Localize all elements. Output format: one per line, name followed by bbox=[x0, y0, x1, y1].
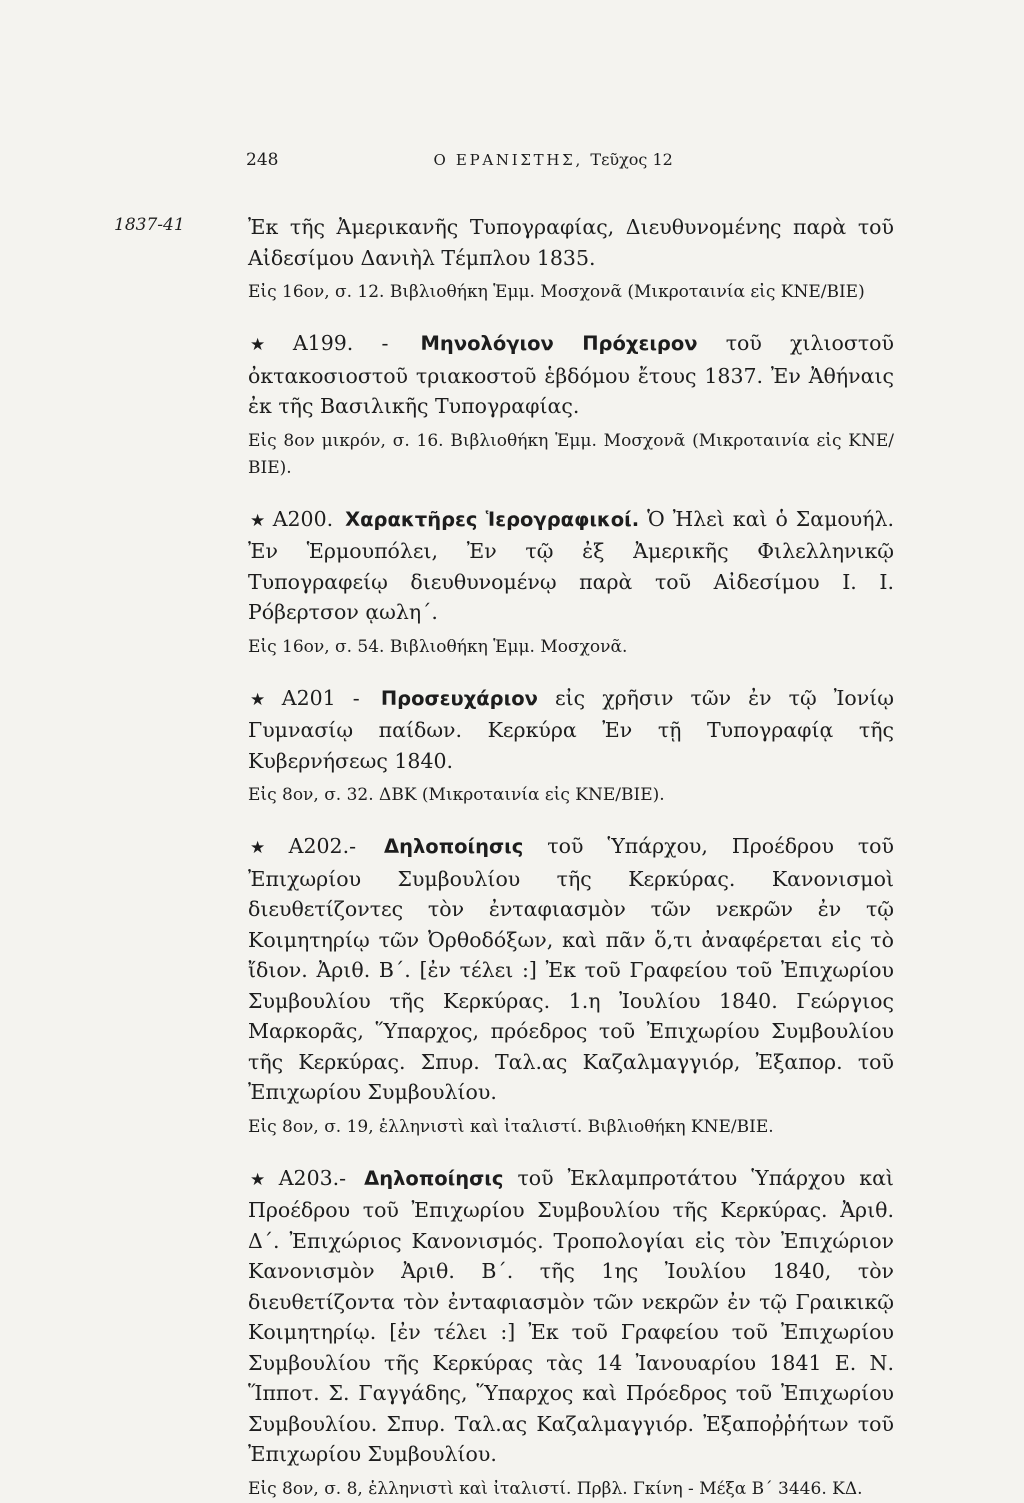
entry-id: Α201 - bbox=[281, 685, 360, 710]
running-head bbox=[433, 150, 672, 169]
entry-title: Χαρακτῆρες Ἱερογραφικοί. bbox=[345, 507, 640, 531]
entry-id: Α199. - bbox=[292, 331, 389, 355]
entry-title: Δηλοποίησις bbox=[364, 1166, 504, 1190]
entry-body bbox=[248, 1163, 894, 1470]
entry-note: Εἰς 8ον, σ. 32. ΔΒΚ (Μικροταινία εἰς ΚΝΕ/ΒΙΕ). bbox=[248, 785, 665, 805]
entry-note: Εἰς 16ον, σ. 12. Βιβλιοθήκη Ἑμμ. Μοσχονᾶ (Μικροταινία εἰς ΚΝΕ/ΒΙΕ) bbox=[248, 282, 865, 302]
margin-year: 1837-41 bbox=[114, 215, 185, 235]
entry-text: Ὁ Ἠλεὶ καὶ ὁ Σαμουήλ. Ἐν Ἑρμουπόλει, Ἐν τῷ ἐξ Ἀμερικῆς Φιλελληνικῷ Τυπογραφείῳ διευθυνομένῳ παρὰ τοῦ Αἰδεσίμου Ι. Ι. Ρόβερτσον ᾳωλη΄. bbox=[248, 506, 894, 624]
star-icon: ★ bbox=[250, 838, 283, 858]
entry-note: Εἰς 16ον, σ. 54. Βιβλιοθήκη Ἑμμ. Μοσχονᾶ. bbox=[248, 636, 628, 657]
entry-body bbox=[248, 328, 894, 422]
entry-body bbox=[248, 504, 894, 628]
journal-title: Ο ΕΡΑΝΙΣΤΗΣ, bbox=[433, 151, 583, 169]
entry-body bbox=[248, 683, 894, 777]
entry-body bbox=[248, 831, 894, 1108]
entry-note: Εἰς 8ον, σ. 19, ἑλληνιστὶ καὶ ἰταλιστί. Βιβλιοθήκη ΚΝΕ/ΒΙΕ. bbox=[248, 1116, 774, 1137]
entry-text: τοῦ χιλιοστοῦ ὀκτακοσιοστοῦ τριακοστοῦ ἑβδόμου ἔτους 1837. Ἐν Ἀθήναις ἐκ τῆς Βασιλικῆς Τυπογραφίας. bbox=[248, 331, 894, 418]
entry-text: εἰς χρῆσιν τῶν ἐν τῷ Ἰονίῳ Γυμνασίῳ παίδων. Κερκύρα Ἐν τῇ Τυπογραφίᾳ τῆς Κυβερνήσεως 1840. bbox=[248, 685, 894, 773]
list-item bbox=[114, 212, 894, 306]
list-item bbox=[248, 1163, 894, 1503]
list-item bbox=[248, 683, 894, 810]
entry-note: Εἰς 8ον μικρόν, σ. 16. Βιβλιοθήκη Ἑμμ. Μοσχονᾶ (Μικροταινία εἰς ΚΝΕ/ΒΙΕ). bbox=[248, 430, 894, 478]
star-icon: ★ bbox=[250, 335, 287, 355]
page-number: 248 bbox=[246, 150, 279, 170]
entry-body bbox=[248, 212, 894, 273]
list-item bbox=[248, 328, 894, 482]
entry-title: Προσευχάριον bbox=[380, 686, 538, 710]
bibliography-list bbox=[114, 212, 894, 1503]
entry-note: Εἰς 8ον, σ. 8, ἑλληνιστὶ καὶ ἰταλιστί. Πρβλ. Γκίνη - Μέξα Β΄ 3446. ΚΔ. bbox=[248, 1478, 863, 1499]
entry-title: Μηνολόγιον Πρόχειρον bbox=[420, 332, 698, 355]
issue-number: Τεῦχος 12 bbox=[590, 150, 673, 169]
list-item bbox=[248, 831, 894, 1141]
page-header bbox=[246, 150, 914, 170]
star-icon: ★ bbox=[250, 510, 267, 531]
entry-title: Δηλοποίησις bbox=[383, 835, 524, 858]
entry-id: Α202.- bbox=[288, 834, 357, 858]
star-icon: ★ bbox=[250, 689, 276, 710]
star-icon: ★ bbox=[250, 1169, 273, 1190]
list-item bbox=[248, 504, 894, 661]
entry-text: Ἐκ τῆς Ἀμερικανῆς Τυπογραφίας, Διευθυνομένης παρὰ τοῦ Αἰδεσίμου Δανιὴλ Τέμπλου 1835. bbox=[248, 215, 894, 270]
entry-text: τοῦ Ὑπάρχου, Προέδρου τοῦ Ἐπιχωρίου Συμβουλίου τῆς Κερκύρας. Κανονισμοὶ διευθετίζοντες τὸν ἐνταφιασμὸν τῶν νεκρῶν ἐν τῷ Κοιμητηρίῳ τῶν Ὀρθοδόξων, καὶ πᾶν ὅ,τι ἀναφέρεται εἰς τὸ ἴδιον. Ἀριθ. Β΄. [ἐν τέλει :] Ἐκ τοῦ Γραφείου τοῦ Ἐπιχωρίου Συμβουλίου τῆς Κερκύρας. 1.η Ἰουλίου 1840. Γεώργιος Μαρκορᾶς, Ὕπαρχος, πρόεδρος τοῦ Ἐπιχωρίου Συμβουλίου τῆς Κερκύρας. Σπυρ. Ταλ.ας Καζαλμαγγιόρ, Ἐξαπορ. τοῦ Ἐπιχωρίου Συμβουλίου. bbox=[248, 834, 894, 1104]
entry-id: Α200. bbox=[272, 506, 334, 531]
entry-id: Α203.- bbox=[278, 1165, 347, 1190]
entry-text: τοῦ Ἐκλαμπροτάτου Ὑπάρχου καὶ Προέδρου τοῦ Ἐπιχωρίου Συμβουλίου τῆς Κερκύρας. Ἀριθ. Δ΄. Ἐπιχώριος Κανονισμός. Τροπολογίαι εἰς τὸν Ἐπιχώριον Κανονισμὸν Ἀριθ. Β΄. τῆς 1ης Ἰουλίου 1840, τὸν διευθετίζοντα τὸν ἐνταφιασμὸν τῶν νεκρῶν ἐν τῷ Γραικικῷ Κοιμητηρίῳ. [ἐν τέλει :] Ἐκ τοῦ Γραφείου τοῦ Ἐπιχωρίου Συμβουλίου τῆς Κερκύρας τὰς 14 Ἰανουαρίου 1841 Ε. Ν. Ἵπποτ. Σ. Γαγγάδης, Ὕπαρχος καὶ Πρόεδρος τοῦ Ἐπιχωρίου Συμβουλίου. Σπυρ. Ταλ.ας Καζαλμαγγιόρ. Ἐξαποῤῥήτων τοῦ Ἐπιχωρίου Συμβουλίου. bbox=[248, 1165, 894, 1466]
